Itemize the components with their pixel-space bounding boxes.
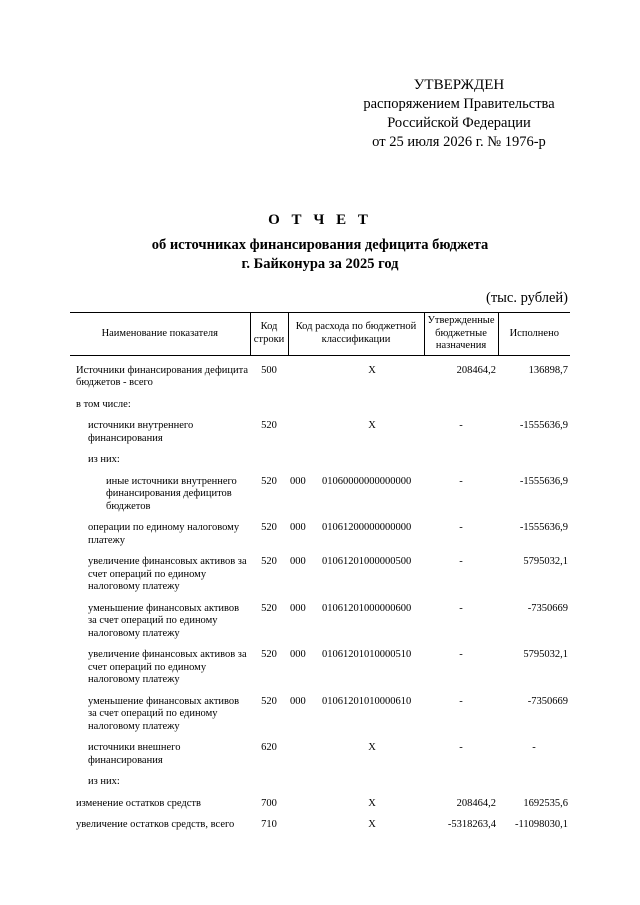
table-row <box>70 420 570 445</box>
row-classification-code: 01061201010000610 <box>322 695 412 707</box>
row-executed: - <box>532 742 536 753</box>
row-executed: 1692535,6 <box>523 797 569 809</box>
header-classification: Код расхода по бюджетной классификации <box>288 313 424 356</box>
row-code: 520 <box>261 695 277 707</box>
row-classification-code: X <box>368 420 376 431</box>
row-name: уменьшение финансовых активов за счет операций по единому налоговому платежу <box>88 602 240 639</box>
table-row <box>70 696 570 734</box>
row-name: уменьшение финансовых активов за счет операций по единому налоговому платежу <box>88 695 240 732</box>
row-code: 700 <box>261 797 277 809</box>
row-approved: - <box>459 602 463 614</box>
row-admin-code <box>288 399 320 412</box>
row-admin-code <box>288 819 320 832</box>
row-executed: -7350669 <box>527 695 569 707</box>
row-admin-code <box>288 420 320 445</box>
row-executed <box>498 776 570 789</box>
units-label: (тыс. рублей) <box>486 290 568 306</box>
row-code: 520 <box>261 556 277 567</box>
sources-table <box>70 312 570 832</box>
row-code: 710 <box>261 819 277 830</box>
row-admin-code <box>288 454 320 467</box>
row-executed: -1555636,9 <box>519 522 569 533</box>
row-name: операции по единому налоговому платежу <box>88 522 240 546</box>
row-code: 520 <box>261 602 277 614</box>
row-executed: -1555636,9 <box>519 420 569 431</box>
table-row <box>70 522 570 547</box>
row-admin-code: 000 <box>290 556 306 567</box>
report-subtitle <box>0 236 640 274</box>
row-approved: 208464,2 <box>456 364 497 376</box>
row-code <box>250 454 288 467</box>
row-code: 520 <box>261 420 277 431</box>
header-approved: Утвержденные бюджетные назначения <box>424 313 498 356</box>
row-name: иные источники внутреннего финансирования дефицитов бюджетов <box>106 475 237 512</box>
row-name: увеличение остатков средств, всего <box>76 819 235 830</box>
row-classification-code <box>320 454 424 467</box>
table-header-row <box>70 313 570 356</box>
row-classification-code <box>320 776 424 789</box>
row-name: Источники финансирования дефицита бюджетов - всего <box>76 364 248 388</box>
row-name: в том числе: <box>76 398 131 410</box>
row-classification-code: 01061201010000510 <box>322 649 412 660</box>
approval-line-1: распоряжением Правительства <box>363 96 555 112</box>
row-approved: 208464,2 <box>456 797 497 809</box>
row-approved <box>424 776 498 789</box>
row-admin-code: 000 <box>290 602 306 614</box>
header-code: Код строки <box>250 313 288 356</box>
table-row <box>70 649 570 687</box>
table-row <box>70 819 570 832</box>
row-code <box>250 776 288 789</box>
row-classification-code: 01061200000000000 <box>322 522 412 533</box>
row-approved: - <box>459 695 463 707</box>
table-row <box>70 776 570 789</box>
approval-line-3: от 25 июля 2026 г. № 1976-р <box>372 134 546 150</box>
report-subtitle-line-2: г. Байконура за 2025 год <box>241 256 399 272</box>
row-admin-code <box>288 365 320 390</box>
row-classification-code: 01061201000000600 <box>322 602 412 614</box>
row-name: из них: <box>88 454 120 465</box>
row-name: изменение остатков средств <box>76 797 201 809</box>
row-admin-code: 000 <box>290 649 306 660</box>
row-admin-code <box>288 742 320 767</box>
row-code <box>250 399 288 412</box>
row-admin-code: 000 <box>290 522 306 533</box>
row-classification-code: X <box>368 797 376 809</box>
report-title: О Т Ч Е Т <box>268 212 372 228</box>
row-code: 520 <box>261 649 277 660</box>
table-row <box>70 365 570 390</box>
row-approved: -5318263,4 <box>447 819 497 830</box>
row-code: 520 <box>261 475 277 487</box>
row-approved: - <box>459 420 463 431</box>
row-executed: -11098030,1 <box>515 819 569 830</box>
approval-title: УТВЕРЖДЕН <box>413 77 505 93</box>
row-classification-code: X <box>368 819 376 830</box>
row-approved: - <box>459 522 463 533</box>
table-body <box>70 355 570 832</box>
row-name: увеличение финансовых активов за счет операций по единому налоговому платежу <box>88 556 247 592</box>
approval-line-2: Российской Федерации <box>387 115 531 131</box>
row-approved: - <box>459 475 463 487</box>
table-row <box>70 476 570 514</box>
approval-block <box>300 76 618 152</box>
row-classification-code: 01060000000000000 <box>322 475 412 487</box>
row-executed <box>498 399 570 412</box>
row-code: 520 <box>261 522 277 533</box>
row-admin-code <box>288 798 320 811</box>
row-executed: 5795032,1 <box>523 649 569 660</box>
row-code: 620 <box>261 742 277 753</box>
row-executed: -1555636,9 <box>519 475 569 487</box>
row-classification-code <box>320 399 424 412</box>
row-executed: 136898,7 <box>528 364 569 376</box>
row-executed: -7350669 <box>527 602 569 614</box>
row-approved: - <box>459 742 463 753</box>
row-classification-code: X <box>368 742 376 753</box>
row-code: 500 <box>261 364 277 376</box>
header-name: Наименование показателя <box>70 313 250 356</box>
row-approved: - <box>459 649 463 660</box>
table-row <box>70 556 570 594</box>
row-admin-code: 000 <box>290 695 306 707</box>
row-approved <box>424 399 498 412</box>
table-row <box>70 399 570 412</box>
row-executed: 5795032,1 <box>523 556 569 567</box>
row-approved: - <box>459 556 463 567</box>
row-admin-code: 000 <box>290 475 306 487</box>
row-name: увеличение финансовых активов за счет операций по единому налоговому платежу <box>88 649 247 685</box>
row-name: из них: <box>88 776 120 787</box>
row-classification-code: 01061201000000500 <box>322 556 412 567</box>
row-name: источники внешнего финансирования <box>88 742 181 766</box>
table-row <box>70 454 570 467</box>
table-row <box>70 798 570 811</box>
row-admin-code <box>288 776 320 789</box>
row-executed <box>498 454 570 467</box>
report-subtitle-line-1: об источниках финансирования дефицита бюджета <box>151 237 489 253</box>
row-classification-code: X <box>368 364 376 376</box>
table-row <box>70 742 570 767</box>
row-name: источники внутреннего финансирования <box>88 420 194 444</box>
table-row <box>70 603 570 641</box>
row-approved <box>424 454 498 467</box>
header-executed: Исполнено <box>498 313 570 356</box>
